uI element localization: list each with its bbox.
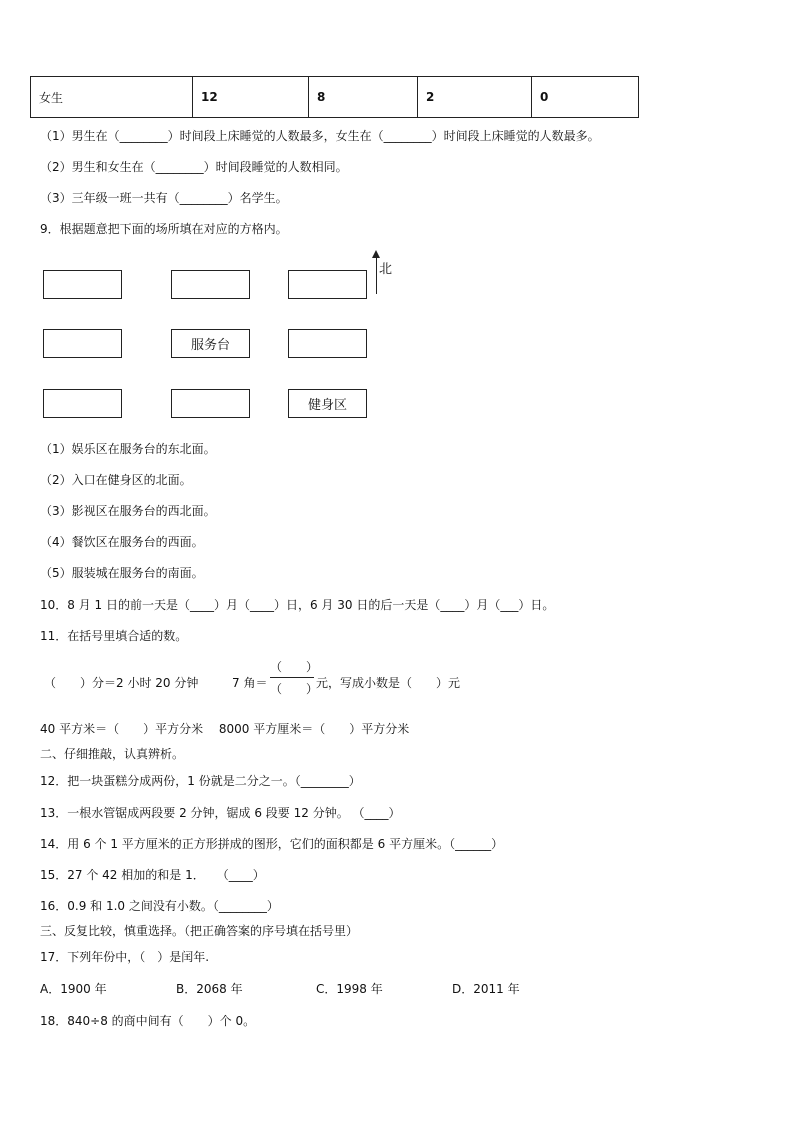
q12: 12．把一块蛋糕分成两份，1 份就是二分之一。（________） [40,774,361,788]
q14: 14．用 6 个 1 平方厘米的正方形拼成的图形，它们的面积都是 6 平方厘米。（______） [40,837,504,851]
q11-title: 11．在括号里填合适的数。 [40,629,188,643]
section-2-heading: 二、仔细推敲，认真辨析。 [40,747,185,761]
table-cell: 2 [418,77,532,118]
table-row [31,77,639,118]
q17-option-b: B．2068 年 [176,982,243,996]
q8-subquestion-3: （3）三年级一班一共有（________）名学生。 [40,191,288,205]
q9-clue-1: （1）娱乐区在服务台的东北面。 [40,442,216,456]
section-3-heading: 三、反复比较，慎重选择。（把正确答案的序号填在括号里） [40,924,359,938]
q9-clue-5: （5）服装城在服务台的南面。 [40,566,204,580]
sleep-time-table [30,76,639,118]
grid-box-e[interactable] [288,329,367,358]
grid-box-ne[interactable] [288,270,367,299]
q15: 15．27 个 42 相加的和是 1． （____） [40,868,265,882]
q9-clue-2: （2）入口在健身区的北面。 [40,473,192,487]
fraction [270,658,319,697]
grid-box-fitness-area: 健身区 [288,389,367,418]
q8-subquestion-1: （1）男生在（________）时间段上床睡觉的人数最多，女生在（________）时间段上床睡觉的人数最多。 [40,129,600,143]
grid-box-sw[interactable] [43,389,122,418]
fraction-numerator: （ ） [270,660,319,674]
fraction-denominator: （ ） [270,682,319,696]
grid-box-s[interactable] [171,389,250,418]
q9-clue-3: （3）影视区在服务台的西北面。 [40,504,216,518]
q17-option-d: D．2011 年 [452,982,520,996]
grid-box-w[interactable] [43,329,122,358]
grid-box-nw[interactable] [43,270,122,299]
grid-box-n[interactable] [171,270,250,299]
grid-box-service-desk: 服务台 [171,329,250,358]
q11-b-suffix: 元，写成小数是（ ）元 [316,676,461,690]
q17-option-a: A．1900 年 [40,982,107,996]
north-arrow-shaft [376,254,377,294]
north-label: 北 [379,262,393,277]
q9-clue-4: （4）餐饮区在服务台的西面。 [40,535,204,549]
q18: 18．840÷8 的商中间有（ ）个 0。 [40,1014,256,1028]
q11-a: （ ）分＝2 小时 20 分钟 [44,676,199,690]
q16: 16．0.9 和 1.0 之间没有小数。（________） [40,899,279,913]
fraction-bar [270,677,314,678]
q11-b-prefix: 7 角＝ [232,676,268,690]
q13: 13．一根水管锯成两段要 2 分钟，锯成 6 段要 12 分钟。 （____） [40,806,401,820]
q9-title: 9．根据题意把下面的场所填在对应的方格内。 [40,222,288,236]
q17-option-c: C．1998 年 [316,982,383,996]
q11-c: 40 平方米＝（ ）平方分米 8000 平方厘米＝（ ）平方分米 [40,722,410,736]
q10: 10．8 月 1 日的前一天是（____）月（____）日，6 月 30 日的后一天是（____）月（___）日。 [40,598,555,612]
q17-title: 17．下列年份中，（ ）是闰年. [40,950,210,964]
q8-subquestion-2: （2）男生和女生在（________）时间段睡觉的人数相同。 [40,160,348,174]
table-cell: 8 [309,77,418,118]
table-cell: 女生 [31,77,193,118]
table-cell: 0 [532,77,639,118]
table-cell: 12 [193,77,309,118]
